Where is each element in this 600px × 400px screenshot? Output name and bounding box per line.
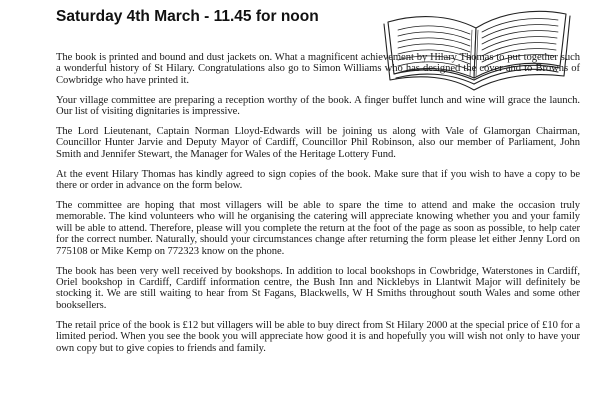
paragraph-attendance: The committee are hoping that most villagers will be able to spare the time to attend and make the occasion truly memorable. The kind volunteers who will he organising the catering will appreciate knowing whether you and your family will be able to attend. Therefore, please will you complete the return at the foot of the page as soon as possible, to help cater for the correct number. Naturally, should your circumstances change after returning the form please let either Jenny Lord on 775108 or Mike Kemp on 772323 know on the phone. [56,200,580,257]
paragraph-price: The retail price of the book is £12 but villagers will be able to buy direct from St Hilary 2000 at the special price of £10 for a limited period. When you see the book you will appreciate how good it is and hopefully you will wish not only to have your own copy but to give copies to friends and family. [56,319,580,354]
event-headline: Saturday 4th March - 11.45 for noon [56,8,319,25]
paragraph-dignitaries: The Lord Lieutenant, Captain Norman Lloyd-Edwards will be joining us along with Vale of Glamorgan Chairman, Councillor Hunter Jarvie and Deputy Mayor of Cardiff, Councillor Phil Robinson, also our member of Parliament, John Smith and Jennifer Stewart, the Manager for Wales of the Heritage Lottery Fund. [56,126,580,160]
paragraph-book-signing: At the event Hilary Thomas has kindly agreed to sign copies of the book. Make sure that if you wish to have a copy to be there or order in advance on the form below. [56,168,580,192]
article-body [56,52,580,362]
paragraph-reception: Your village committee are preparing a reception worthy of the book. A finger buffet lunch and wine will grace the launch. Our list of visiting dignitaries is impressive. [56,94,580,118]
paragraph-bookshops: The book has been very well received by bookshops. In addition to local bookshops in Cowbridge, Waterstones in Cardiff, Oriel bookshop in Cardiff, Cardiff information centre, the Bush Inn and Nicklebys in Llantwit Major will definitely be stocking it. We are still waiting to hear from St Fagans, Blackwells, W H Smiths throughout south Wales and some other booksellers. [56,265,580,311]
paragraph-book-printed: The book is printed and bound and dust jackets on. What a magnificent achievement by Hilary Thomas to put together such a wonderful history of St Hilary. Congratulations also go to Simon Williams who has designed the cover and to Browns of Cowbridge who have printed it. [56,52,580,86]
